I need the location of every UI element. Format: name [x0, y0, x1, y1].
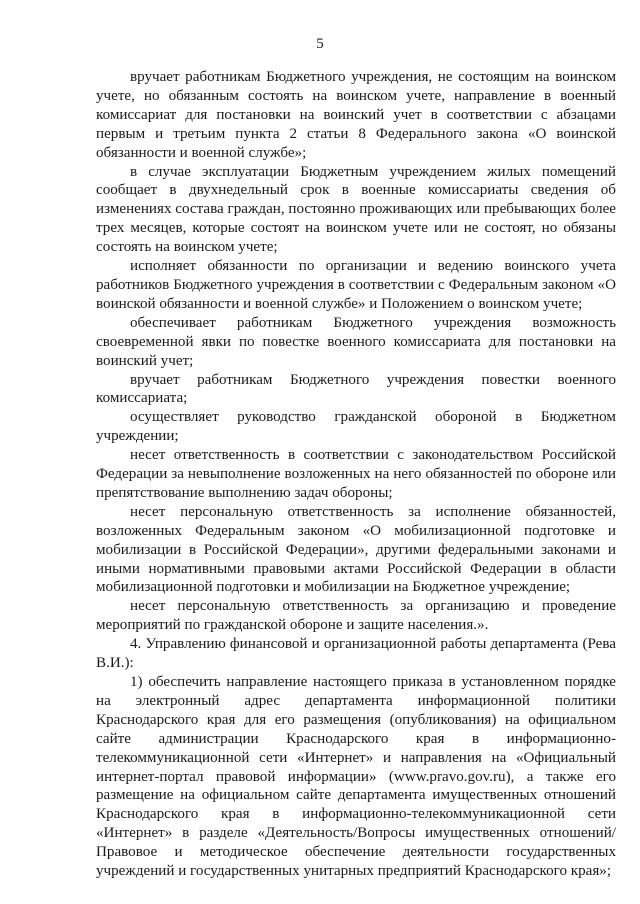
paragraph: осуществляет руководство гражданской обороной в Бюджетном учреждении;	[96, 409, 616, 445]
paragraph: 1) обеспечить направление настоящего приказа в установленном порядке на электронный адрес департамента информационной политики Краснодарского края для его размещения (опубликования) на официальном сайте администрации Краснодарского края в информационно-телекоммуникационной сети «Интернет» и направления на «Официальный интернет-портал правовой информации» (www.pravo.gov.ru), а также его размещение на официальном сайте департамента имущественных отношений Краснодарского края в информационно-телекоммуникационной сети «Интернет» в разделе «Деятельность/Вопросы имущественных отношений/Правовое и методическое обеспечение деятельности государственных учреждений и государственных унитарных предприятий Краснодарского края»;	[96, 674, 616, 880]
page-number: 5	[316, 36, 324, 52]
paragraph: в случае эксплуатации Бюджетным учреждением жилых помещений сообщает в двухнедельный срок в военные комиссариаты сведения об изменениях состава граждан, постоянно проживающих или пребывающих более трех месяцев, которые состоят на воинском учете или не состоят, но обязаны состоять на воинском учете;	[96, 163, 616, 256]
paragraph: обеспечивает работникам Бюджетного учреждения возможность своевременной явки по повестке военного комиссариата для постановки на воинский учет;	[96, 314, 616, 369]
paragraph: вручает работникам Бюджетного учреждения повестки военного комиссариата;	[96, 371, 616, 407]
document-body	[96, 68, 616, 881]
section-heading: 4. Управлению финансовой и организационной работы департамента (Рева В.И.):	[96, 636, 616, 672]
paragraph: несет персональную ответственность за организацию и проведение мероприятий по гражданской обороне и защите населения.».	[96, 598, 616, 634]
paragraph: вручает работникам Бюджетного учреждения, не состоящим на воинском учете, но обязанным состоять на воинском учете, направление в военный комиссариат для постановки на воинский учет в соответствии с абзацами первым и третьим пункта 2 статьи 8 Федерального закона «О воинской обязанности и военной службе»;	[96, 69, 616, 161]
paragraph: несет ответственность в соответствии с законодательством Российской Федерации за невыполнение возложенных на него обязанностей по обороне или препятствование выполнению задач обороны;	[96, 447, 616, 501]
paragraph: несет персональную ответственность за исполнение обязанностей, возложенных Федеральным законом «О мобилизационной подготовке и мобилизации в Российской Федерации», другими федеральными законами и иными нормативными правовыми актами Российской Федерации в области мобилизационной подготовки и мобилизации на Бюджетное учреждение;	[96, 503, 616, 596]
paragraph: исполняет обязанности по организации и ведению воинского учета работников Бюджетного учреждения в соответствии с Федеральным законом «О воинской обязанности и военной службе» и Положением о воинском учете;	[96, 258, 616, 312]
